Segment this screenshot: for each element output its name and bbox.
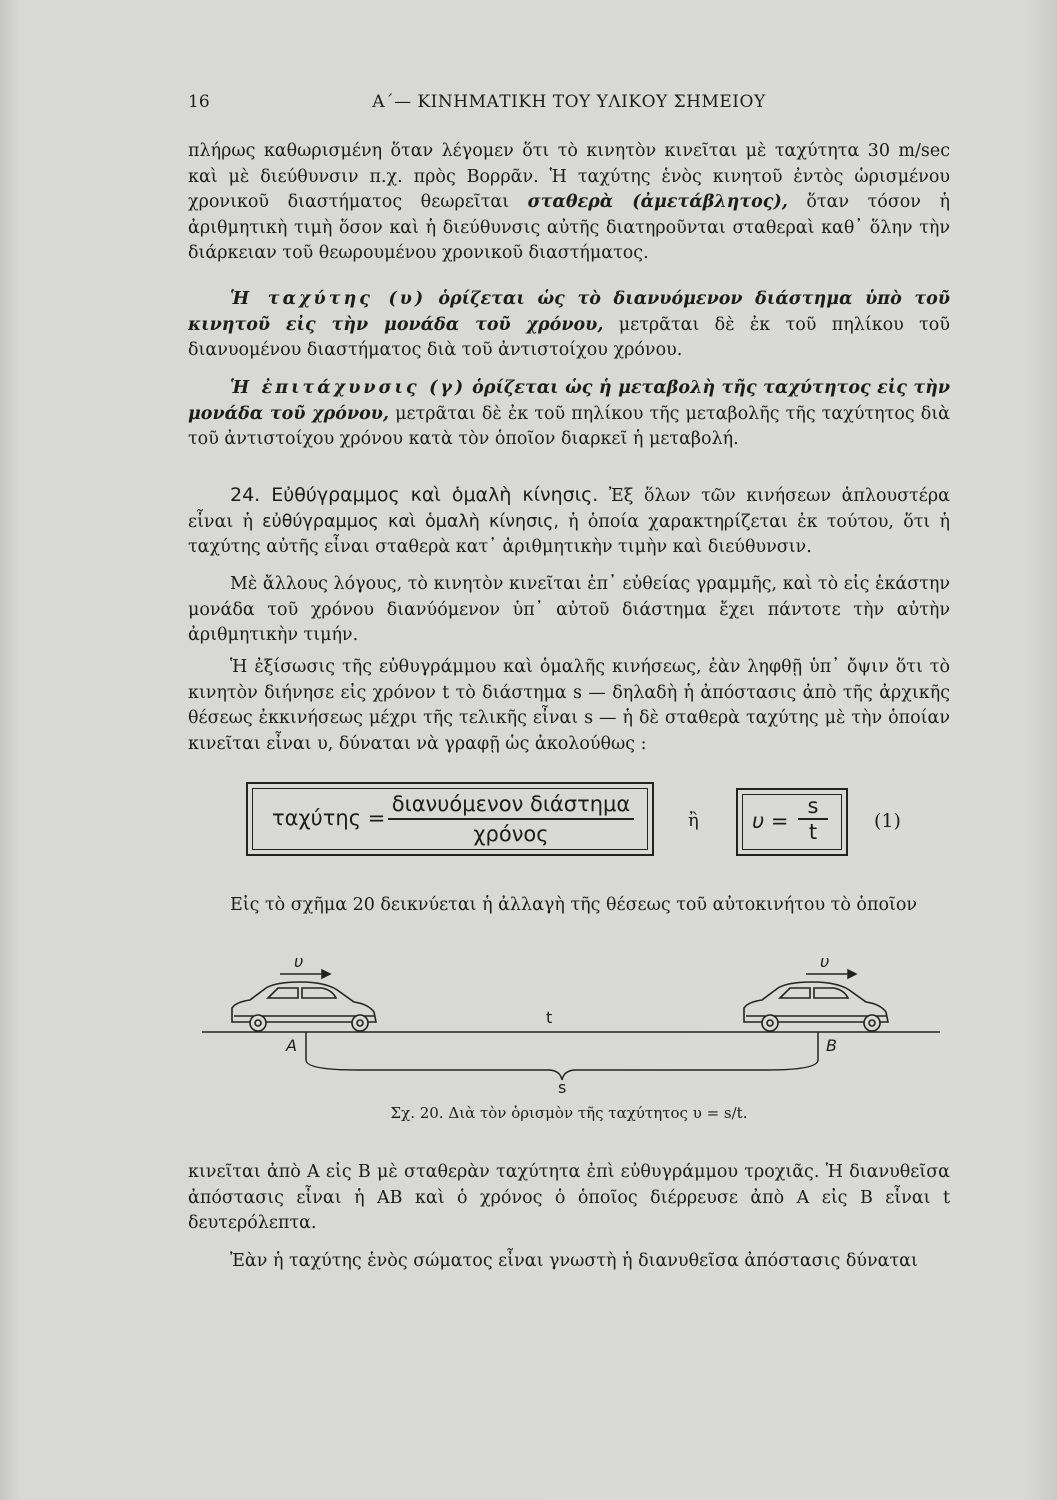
time-label: t bbox=[546, 1008, 553, 1027]
formula-box-symbols bbox=[736, 788, 848, 856]
definition-velocity bbox=[188, 287, 950, 364]
point-a-label: A bbox=[286, 1036, 297, 1055]
paragraph-other-words bbox=[188, 572, 950, 649]
paragraph-other-words-text: Μὲ ἄλλους λόγους, τὸ κινητὸν κινεῖται ἐπ᾽ εὐθείας γραμμῆς, καὶ τὸ εἰς ἑκάστην μονάδα τοῦ χρόνου διανύόμενον ὑπ᾽ αὐτοῦ διάστημα ἔχει πάντοτε τὴν αὐτὴν ἀριθμητικὴν τιμήν. bbox=[188, 574, 950, 645]
paragraph-intro-text: πλήρως καθωρισμένη ὅταν λέγομεν ὅτι τὸ κινητὸν κινεῖται μὲ ταχύτητα 30 m/sec καὶ μὲ διεύθυνσιν π.χ. πρὸς Βορρᾶν. Ἡ ταχύτης ἑνὸς κινητοῦ ἐντὸς ὡρισμένου χρονικοῦ διαστήματος θεωρεῖται bbox=[188, 141, 950, 212]
equation-number: (1) bbox=[874, 810, 901, 832]
velocity-label-right: υ bbox=[820, 952, 830, 971]
running-title: Α΄— ΚΙΝΗΜΑΤΙΚΗ ΤΟΥ ΥΛΙΚΟΥ ΣΗΜΕΙΟΥ bbox=[372, 92, 766, 112]
section-title: 24. Εὐθύγραμμος καὶ ὁμαλὴ κίνησις. bbox=[230, 484, 599, 506]
section-24 bbox=[188, 483, 950, 561]
formula-fraction-words bbox=[388, 792, 634, 846]
paragraph-equation bbox=[188, 655, 950, 757]
figure-20 bbox=[188, 950, 950, 1100]
velocity-arrow-right bbox=[806, 970, 856, 978]
paragraph-after-figure bbox=[188, 1160, 950, 1237]
velocity-formula bbox=[188, 780, 950, 862]
paragraph-last-text: Ἐὰν ἡ ταχύτης ἑνὸς σώματος εἶναι γνωστὴ ἡ διανυθεῖσα ἀπόστασις δύναται bbox=[230, 1251, 918, 1271]
paragraph-intro-tail: ὅταν τόσον ἡ ἀριθμητικὴ τιμὴ ὅσον καὶ ἡ διεύθυνσις αὐτῆς διατηροῦνται σταθεραὶ καθ᾽ ὅλην τὴν διάρκειαν τοῦ θεωρουμένου χρονικοῦ διαστήματος. bbox=[188, 192, 950, 263]
definition-acceleration-term: Ἡ ἐπιτάχυνσις (γ) bbox=[230, 378, 467, 398]
distance-label: s bbox=[558, 1078, 567, 1097]
page-number: 16 bbox=[188, 92, 210, 112]
point-b-label: B bbox=[826, 1036, 837, 1055]
distance-brace bbox=[306, 1060, 818, 1080]
velocity-label-left: υ bbox=[294, 952, 304, 971]
definition-velocity-bold: ὁρίζεται ὡς τὸ διανυόμενον διάστημα ὑπὸ τοῦ κινητοῦ εἰς τὴν μονάδα τοῦ χρόνου, bbox=[188, 289, 950, 335]
figure-caption: Σχ. 20. Διὰ τὸν ὁρισμὸν τῆς ταχύτητος υ = s/t. bbox=[390, 1104, 748, 1122]
paragraph-figure-intro bbox=[188, 893, 950, 919]
formula-connector: ἢ bbox=[688, 810, 699, 831]
paragraph-last bbox=[188, 1249, 950, 1275]
section-emphasis: εὐθύγραμμος καὶ ὁμαλὴ κίνησις, bbox=[262, 511, 559, 532]
definition-acceleration bbox=[188, 376, 950, 453]
formula-lhs-word: ταχύτης = bbox=[272, 806, 386, 830]
formula-lhs-symbol: υ = bbox=[752, 809, 789, 833]
velocity-arrow-left bbox=[280, 970, 330, 978]
definition-velocity-term: Ἡ ταχύτης (υ) bbox=[230, 289, 427, 309]
car-at-a-icon bbox=[232, 982, 376, 1031]
definition-acceleration-bold: ὁρίζεται ὡς ἡ μεταβολὴ τῆς ταχύτητος εἰς τὴν μονάδα τοῦ χρόνου, bbox=[188, 378, 950, 424]
car-at-b-icon bbox=[744, 982, 888, 1031]
formula-box-words bbox=[246, 782, 654, 856]
paragraph-after-figure-text: κινεῖται ἀπὸ Α εἰς Β μὲ σταθερὰν ταχύτητα ἐπὶ εὐθυγράμμου τροχιᾶς. Ἡ διανυθεῖσα ἀπόστασις εἶναι ἡ ΑΒ καὶ ὁ χρόνος ὁ ὁποῖος διέρρευσε ἀπὸ Α εἰς Β εἶναι t δευτερόλεπτα. bbox=[188, 1162, 950, 1233]
figure-20-drawing bbox=[188, 950, 950, 1100]
formula-denominator-word: χρόνος bbox=[473, 822, 549, 846]
definition-acceleration-rest: μετρᾶται δὲ ἐκ τοῦ πηλίκου τῆς μεταβολῆς τῆς ταχύτητος διὰ τοῦ ἀντιστοίχου χρόνου κατὰ τὸν ὁποῖον διαρκεῖ ἡ μεταβολή. bbox=[188, 403, 950, 449]
formula-denominator-symbol: t bbox=[808, 820, 818, 844]
paragraph-intro bbox=[188, 139, 950, 267]
formula-fraction-symbols bbox=[798, 794, 828, 844]
definition-velocity-rest: μετρᾶται δὲ ἐκ τοῦ πηλίκου τοῦ διανυομένου διαστήματος διὰ τοῦ ἀντιστοίχου χρόνου. bbox=[188, 314, 950, 360]
section-text-c: ἡ ὁποία χαρακτηρίζεται ἐκ τούτου, ὅτι ἡ ταχύτης αὐτῆς εἶναι σταθερὰ κατ᾽ ἀριθμητικὴν τιμὴν καὶ διεύθυνσιν. bbox=[188, 511, 950, 557]
emphasis-constant: σταθερὰ (ἀμετάβλητος), bbox=[527, 192, 788, 212]
page-header bbox=[188, 92, 950, 116]
paragraph-figure-intro-text: Εἰς τὸ σχῆμα 20 δεικνύεται ἡ ἀλλαγὴ τῆς θέσεως τοῦ αὐτοκινήτου τὸ ὁποῖον bbox=[230, 895, 918, 915]
formula-numerator-word: διανυόμενον διάστημα bbox=[388, 792, 634, 820]
paragraph-equation-text: Ἡ ἐξίσωσις τῆς εὐθυγράμμου καὶ ὁμαλῆς κινήσεως, ἐὰν ληφθῇ ὑπ᾽ ὄψιν ὅτι τὸ κινητὸν διήνησε εἰς χρόνον t τὸ διάστημα s — δηλαδὴ ἡ ἀπόστασις ἀπὸ τῆς ἀρχικῆς θέσεως ἐκκινήσεως μέχρι τῆς τελικῆς εἶναι s — ἡ δὲ σταθερὰ ταχύτης μὲ τὴν ὁποίαν κινεῖται εἶναι υ, δύναται νὰ γραφῇ ὡς ἀκολούθως : bbox=[188, 657, 950, 754]
section-text-a: Ἐξ ὅλων τῶν κινήσεων ἁπλουστέρα εἶναι ἡ bbox=[188, 486, 950, 532]
formula-numerator-symbol: s bbox=[798, 794, 828, 820]
